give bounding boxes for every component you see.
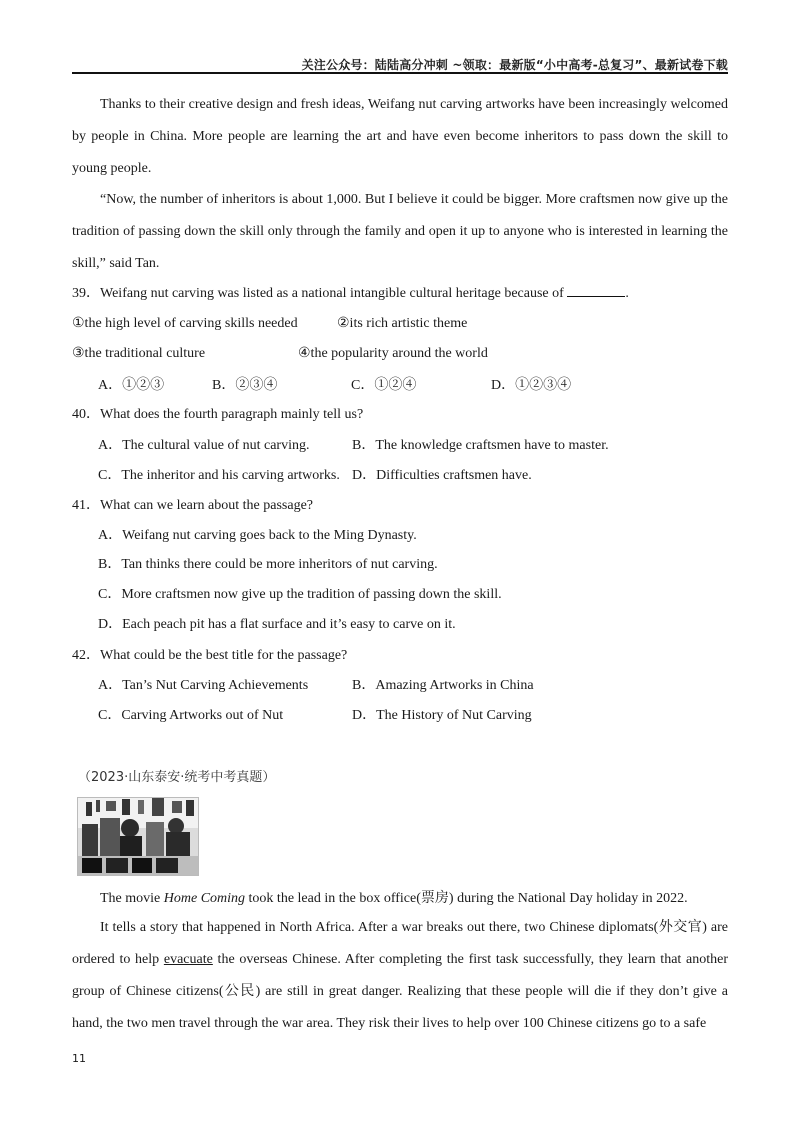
q40-option-a: A．The cultural value of nut carving. [98,438,310,453]
q41-option-b: B．Tan thinks there could be more inheritors of nut carving. [98,557,438,572]
sentence-text: took the lead in the box office(票房) during the National Day holiday in 2022. [245,891,688,906]
q39-option-d: D．①②③④ [491,378,572,393]
q42-stem: 42．What could be the best title for the passage? [72,648,348,663]
q39-item-4: ④the popularity around the world [298,346,488,361]
q41-stem: 41．What can we learn about the passage? [72,498,314,513]
q40-option-d: D．Difficulties craftsmen have. [352,468,532,483]
q41-option-c: C．More craftsmen now give up the tradition of passing down the skill. [98,587,502,602]
sentence-text: It tells a story that happened in North Africa. After a war breaks out there, two Chinese diplomats(外交官) are ordered to help [72,920,728,967]
q40-option-c: C．The inheritor and his carving artworks. [98,468,340,483]
q39-item-1: ①the high level of carving skills needed [72,316,298,331]
q39-option-b: B．②③④ [212,378,278,393]
q42-option-c: C．Carving Artworks out of Nut [98,708,284,723]
paragraph-1: Thanks to their creative design and fresh ideas, Weifang nut carving artworks have been increasingly welcomed by people in China. More people are learning the art and have even become inheritors to pass down the skill to young people. [72,97,728,176]
answer-blank [567,284,625,297]
q39-item-2: ②its rich artistic theme [337,316,468,331]
q40-stem: 40．What does the fourth paragraph mainly tell us? [72,407,364,422]
q40-option-b: B．The knowledge craftsmen have to master. [352,438,609,453]
header-rule [72,72,728,74]
q42-option-d: D．The History of Nut Carving [352,708,532,723]
movie-poster-image [77,797,199,876]
q42-option-a: A．Tan’s Nut Carving Achievements [98,678,309,693]
q39-option-a: A．①②③ [98,378,165,393]
q42-option-b: B．Amazing Artworks in China [352,678,534,693]
q41-option-d: D．Each peach pit has a flat surface and it’s easy to carve on it. [98,617,456,632]
page-number: 11 [72,1052,86,1065]
movie-title: Home Coming [163,891,246,906]
source-label: （2023·山东泰安·统考中考真题） [78,770,276,785]
passage2-sentence-1 [72,883,728,915]
sentence-text: The movie [100,891,164,906]
paragraph-2: “Now, the number of inheritors is about 1,000. But I believe it could be bigger. More craftsmen now give up the tradition of passing down the skill only through the family and open it up to anyone who is interested in learning the skill,” said Tan. [72,192,728,271]
page-header: 关注公众号：陆陆高分冲刺 ~领取：最新版“小中高考-总复习”、最新试卷下载 [301,58,728,72]
sentence-text: the overseas Chinese. After completing the first task successfully, they learn that another group of Chinese citizens(公民) are still in great danger. Realizing that these people will die if they don’t give a hand, the two men travel through the war area. They risk their lives to help over 100 Chinese citizens go to a safe [72,952,728,1031]
q39-stem-end: . [625,286,629,301]
q39-item-3: ③the traditional culture [72,346,206,361]
q39-option-c: C．①②④ [351,378,417,393]
q39-stem [72,284,629,304]
q39-stem-text: 39．Weifang nut carving was listed as a national intangible cultural heritage because of [72,286,564,301]
q41-option-a: A．Weifang nut carving goes back to the Ming Dynasty. [98,528,417,543]
underlined-word: evacuate [163,952,213,967]
passage2-paragraph-2 [72,912,728,1040]
